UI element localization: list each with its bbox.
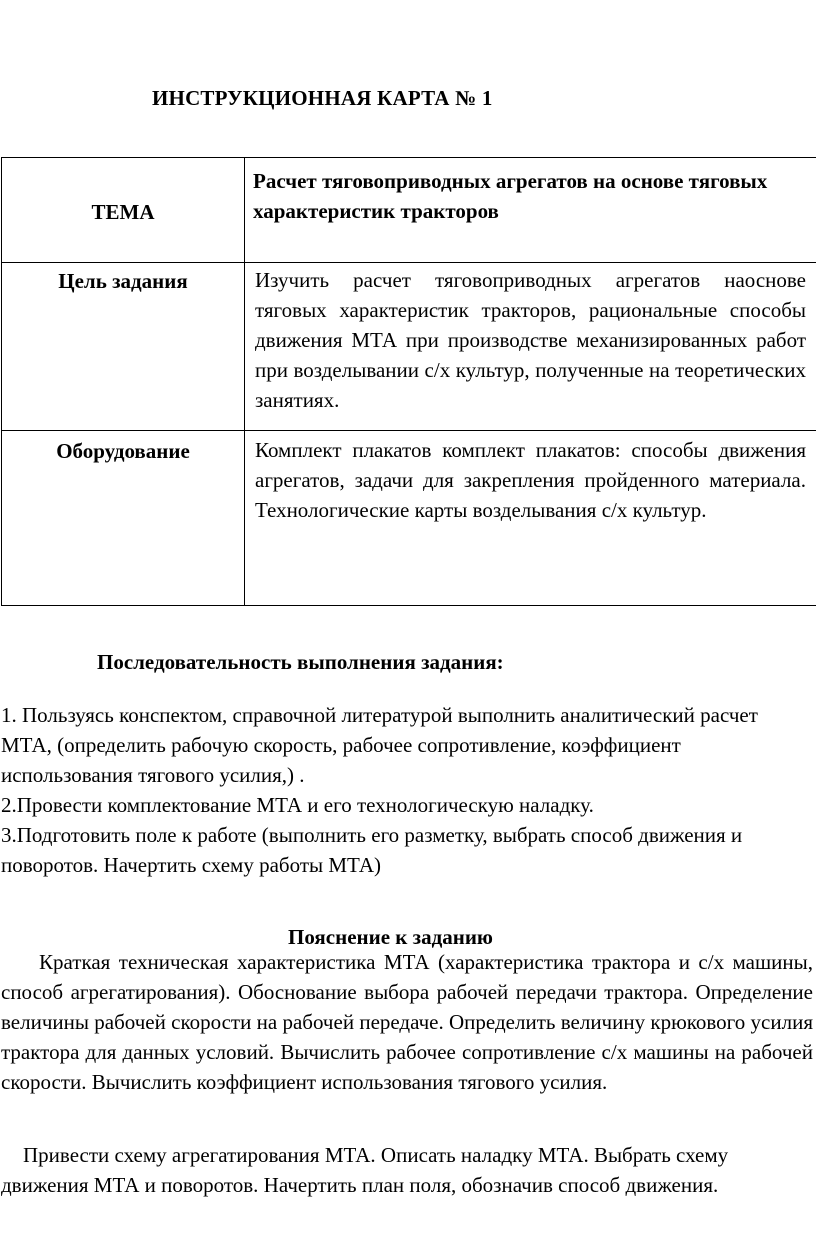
sequence-steps [1, 700, 813, 880]
goal-value: Изучить расчет тяговоприводных агрегатов наоснове тяговых характеристик тракторов, рациональные способы движения МТА при производстве механизированных работ при возделывании с/х культур, полученные на теоретических занятиях. [245, 263, 816, 431]
topic-label-cell [2, 158, 245, 263]
explanation-paragraph: Привести схему агрегатирования МТА. Описать наладку МТА. Выбрать схему движения МТА и поворотов. Начертить план поля, обозначив способ движения. [1, 1143, 729, 1197]
step-item: 2.Провести комплектование МТА и его технологическую наладку. [1, 793, 594, 817]
equipment-label: Оборудование [56, 439, 190, 463]
document-title: ИНСТРУКЦИОННАЯ КАРТА № 1 [152, 86, 493, 110]
topic-value: Расчет тяговоприводных агрегатов на основе тяговых характеристик тракторов [245, 158, 816, 263]
step-item: 3.Подготовить поле к работе (выполнить его разметку, выбрать способ движения и поворотов. Начертить схему работы МТА) [1, 823, 743, 877]
sequence-title: Последовательность выполнения задания: [97, 650, 504, 674]
table-row-equipment [2, 431, 816, 606]
table-row-goal [2, 263, 816, 431]
goal-label-cell [2, 263, 245, 431]
instruction-card-table [1, 157, 816, 606]
explanation-body [1, 947, 813, 1097]
goal-label: Цель задания [58, 269, 188, 293]
explanation-title: Пояснение к заданию [288, 925, 493, 949]
equipment-label-cell [2, 431, 245, 606]
step-item: 1. Пользуясь конспектом, справочной литературой выполнить аналитический расчет МТА, (определить рабочую скорость, рабочее сопротивление, коэффициент использования тягового усилия,) . [1, 703, 758, 787]
table-row-topic [2, 158, 816, 263]
topic-label: ТЕМА [91, 200, 155, 224]
explanation-paragraph: Краткая техническая характеристика МТА (характеристика трактора и с/х машины, способ агрегатирования). Обоснование выбора рабочей передачи трактора. Определение величины рабочей скорости на рабочей передаче. Определить величину крюкового усилия трактора для данных условий. Вычислить рабочее сопротивление с/х машины на рабочей скорости. Вычислить коэффициент использования тягового усилия. [1, 950, 813, 1094]
explanation-final [1, 1140, 813, 1200]
equipment-value: Комплект плакатов комплект плакатов: способы движения агрегатов, задачи для закрепления пройденного материала. Технологические карты возделывания с/х культур. [245, 431, 816, 606]
